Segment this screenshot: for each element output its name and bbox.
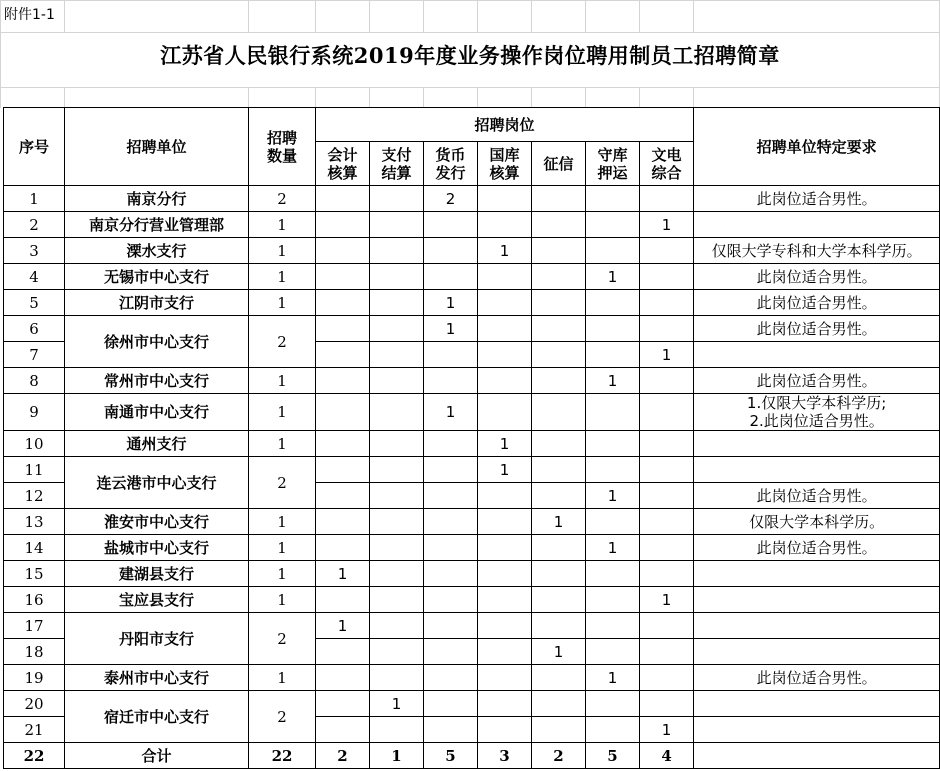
table-cell bbox=[316, 431, 370, 457]
table-cell bbox=[478, 717, 532, 743]
table-cell bbox=[640, 186, 694, 212]
table-cell: 1 bbox=[249, 368, 316, 394]
table-cell: 10 bbox=[4, 431, 65, 457]
table-cell bbox=[532, 613, 586, 639]
table-cell: 徐州市中心支行 bbox=[65, 316, 249, 368]
table-cell: 2 bbox=[249, 316, 316, 368]
table-cell bbox=[316, 394, 370, 431]
table-cell bbox=[532, 717, 586, 743]
table-cell bbox=[532, 561, 586, 587]
table-cell bbox=[694, 457, 940, 483]
table-cell bbox=[532, 457, 586, 483]
table-cell bbox=[586, 342, 640, 368]
table-cell: 此岗位适合男性。 bbox=[694, 264, 940, 290]
table-cell: 2 bbox=[249, 613, 316, 665]
table-cell bbox=[586, 717, 640, 743]
table-cell: 1 bbox=[586, 483, 640, 509]
table-cell bbox=[694, 431, 940, 457]
table-cell: 6 bbox=[4, 316, 65, 342]
table-cell bbox=[370, 717, 424, 743]
table-cell: 1 bbox=[249, 587, 316, 613]
table-row bbox=[4, 431, 940, 457]
table-cell bbox=[424, 613, 478, 639]
table-cell: 仅限大学本科学历。 bbox=[694, 509, 940, 535]
table-cell bbox=[640, 665, 694, 691]
table-cell bbox=[424, 368, 478, 394]
table-cell: 宿迁市中心支行 bbox=[65, 691, 249, 743]
attachment-label: 附件1-1 bbox=[4, 7, 55, 23]
table-cell bbox=[640, 290, 694, 316]
table-cell bbox=[424, 509, 478, 535]
table-cell bbox=[316, 691, 370, 717]
table-cell bbox=[532, 665, 586, 691]
table-cell: 21 bbox=[4, 717, 65, 743]
table-cell bbox=[316, 587, 370, 613]
table-row bbox=[4, 665, 940, 691]
table-cell bbox=[694, 342, 940, 368]
table-row bbox=[4, 264, 940, 290]
table-cell: 此岗位适合男性。 bbox=[694, 368, 940, 394]
table-cell bbox=[640, 316, 694, 342]
table-cell: 1 bbox=[424, 290, 478, 316]
table-cell bbox=[316, 316, 370, 342]
table-cell bbox=[424, 561, 478, 587]
table-cell: 丹阳市支行 bbox=[65, 613, 249, 665]
table-cell bbox=[370, 665, 424, 691]
table-cell: 1 bbox=[424, 394, 478, 431]
total-row bbox=[4, 743, 940, 769]
header-pos-clerical: 文电 综合 bbox=[640, 142, 694, 186]
table-cell: 仅限大学专科和大学本科学历。 bbox=[694, 238, 940, 264]
table-cell: 此岗位适合男性。 bbox=[694, 535, 940, 561]
table-cell: 溧水支行 bbox=[65, 238, 249, 264]
table-cell bbox=[640, 561, 694, 587]
table-cell bbox=[586, 691, 640, 717]
table-cell: 3 bbox=[478, 743, 532, 769]
table-cell: 此岗位适合男性。 bbox=[694, 316, 940, 342]
table-cell bbox=[586, 457, 640, 483]
table-cell bbox=[370, 457, 424, 483]
table-cell: 7 bbox=[4, 342, 65, 368]
table-cell bbox=[424, 342, 478, 368]
table-row bbox=[4, 238, 940, 264]
table-row bbox=[4, 368, 940, 394]
table-row bbox=[4, 212, 940, 238]
table-cell: 1 bbox=[370, 743, 424, 769]
table-cell: 1 bbox=[316, 613, 370, 639]
table-cell bbox=[640, 639, 694, 665]
table-cell: 4 bbox=[640, 743, 694, 769]
table-row bbox=[4, 613, 940, 639]
table-cell bbox=[370, 639, 424, 665]
table-cell bbox=[316, 665, 370, 691]
table-cell: 南京分行营业管理部 bbox=[65, 212, 249, 238]
table-cell bbox=[316, 238, 370, 264]
table-row bbox=[4, 316, 940, 342]
table-cell bbox=[532, 691, 586, 717]
table-cell bbox=[370, 509, 424, 535]
table-cell bbox=[478, 587, 532, 613]
table-cell: 盐城市中心支行 bbox=[65, 535, 249, 561]
header-pos-currency: 货币 发行 bbox=[424, 142, 478, 186]
table-cell: 9 bbox=[4, 394, 65, 431]
table-cell: 1 bbox=[640, 587, 694, 613]
table-cell: 1 bbox=[249, 431, 316, 457]
table-cell: 1 bbox=[478, 238, 532, 264]
header-pos-treasury: 国库 核算 bbox=[478, 142, 532, 186]
table-cell: 此岗位适合男性。 bbox=[694, 290, 940, 316]
table-cell bbox=[316, 717, 370, 743]
table-cell bbox=[640, 613, 694, 639]
table-cell bbox=[424, 535, 478, 561]
table-cell bbox=[586, 316, 640, 342]
table-cell bbox=[478, 613, 532, 639]
table-cell: 5 bbox=[4, 290, 65, 316]
table-cell bbox=[424, 264, 478, 290]
table-cell: 1 bbox=[316, 561, 370, 587]
table-cell bbox=[478, 186, 532, 212]
table-cell bbox=[586, 212, 640, 238]
table-cell: 1 bbox=[249, 535, 316, 561]
table-cell: 1 bbox=[249, 394, 316, 431]
table-cell bbox=[640, 509, 694, 535]
header-pos-escort: 守库 押运 bbox=[586, 142, 640, 186]
table-cell bbox=[694, 212, 940, 238]
table-cell: 19 bbox=[4, 665, 65, 691]
header-count: 招聘 数量 bbox=[249, 108, 316, 186]
table-cell: 16 bbox=[4, 587, 65, 613]
table-cell bbox=[424, 691, 478, 717]
table-cell: 1 bbox=[4, 186, 65, 212]
table-cell bbox=[532, 431, 586, 457]
recruitment-table bbox=[3, 107, 940, 769]
table-cell: 17 bbox=[4, 613, 65, 639]
table-cell bbox=[478, 394, 532, 431]
table-cell bbox=[478, 691, 532, 717]
table-cell bbox=[532, 316, 586, 342]
table-cell: 5 bbox=[586, 743, 640, 769]
table-cell: 无锡市中心支行 bbox=[65, 264, 249, 290]
table-cell bbox=[478, 561, 532, 587]
table-cell bbox=[532, 264, 586, 290]
table-cell bbox=[478, 483, 532, 509]
table-cell: 14 bbox=[4, 535, 65, 561]
table-cell bbox=[316, 535, 370, 561]
table-cell bbox=[586, 639, 640, 665]
table-cell: 1 bbox=[249, 212, 316, 238]
table-cell: 1 bbox=[249, 238, 316, 264]
table-cell: 18 bbox=[4, 639, 65, 665]
table-cell bbox=[424, 639, 478, 665]
table-row bbox=[4, 186, 940, 212]
table-cell bbox=[586, 509, 640, 535]
table-cell bbox=[532, 238, 586, 264]
table-cell bbox=[640, 368, 694, 394]
table-row bbox=[4, 290, 940, 316]
table-cell bbox=[478, 639, 532, 665]
table-cell: 1 bbox=[249, 290, 316, 316]
table-cell bbox=[370, 587, 424, 613]
table-cell: 此岗位适合男性。 bbox=[694, 665, 940, 691]
table-cell: 常州市中心支行 bbox=[65, 368, 249, 394]
header-seq: 序号 bbox=[4, 108, 65, 186]
table-cell bbox=[532, 587, 586, 613]
table-cell bbox=[370, 238, 424, 264]
table-cell bbox=[370, 561, 424, 587]
table-cell bbox=[316, 457, 370, 483]
table-cell: 3 bbox=[4, 238, 65, 264]
table-cell bbox=[532, 483, 586, 509]
table-cell: 1 bbox=[249, 509, 316, 535]
table-cell bbox=[370, 483, 424, 509]
table-cell: 2 bbox=[249, 691, 316, 743]
table-cell bbox=[532, 186, 586, 212]
table-cell bbox=[532, 290, 586, 316]
table-row bbox=[4, 394, 940, 431]
table-cell bbox=[316, 264, 370, 290]
table-cell bbox=[316, 483, 370, 509]
table-cell bbox=[640, 535, 694, 561]
table-cell: 1 bbox=[478, 457, 532, 483]
table-cell bbox=[640, 691, 694, 717]
table-cell bbox=[640, 238, 694, 264]
table-cell bbox=[478, 316, 532, 342]
table-cell: 8 bbox=[4, 368, 65, 394]
table-cell: 1 bbox=[249, 264, 316, 290]
table-cell bbox=[694, 717, 940, 743]
table-cell bbox=[586, 613, 640, 639]
requirement-multiline: 1.仅限大学本科学历; 2.此岗位适合男性。 bbox=[694, 394, 940, 431]
table-cell bbox=[586, 431, 640, 457]
table-cell: 1 bbox=[586, 368, 640, 394]
header-pos-credit: 征信 bbox=[532, 142, 586, 186]
table-cell bbox=[640, 431, 694, 457]
table-cell bbox=[478, 665, 532, 691]
table-cell: 建湖县支行 bbox=[65, 561, 249, 587]
table-cell bbox=[640, 457, 694, 483]
table-cell: 1 bbox=[424, 316, 478, 342]
table-cell: 5 bbox=[424, 743, 478, 769]
table-cell: 1 bbox=[478, 431, 532, 457]
table-cell bbox=[370, 264, 424, 290]
table-cell bbox=[370, 212, 424, 238]
table-cell bbox=[424, 587, 478, 613]
table-cell bbox=[478, 535, 532, 561]
table-cell bbox=[586, 587, 640, 613]
table-cell bbox=[370, 290, 424, 316]
table-cell bbox=[532, 368, 586, 394]
table-cell: 1 bbox=[586, 264, 640, 290]
table-cell bbox=[694, 639, 940, 665]
table-cell: 2 bbox=[249, 457, 316, 509]
table-cell: 1 bbox=[586, 665, 640, 691]
table-cell: 12 bbox=[4, 483, 65, 509]
table-cell bbox=[424, 457, 478, 483]
table-cell: 22 bbox=[4, 743, 65, 769]
header-requirements: 招聘单位特定要求 bbox=[694, 108, 940, 186]
table-cell bbox=[478, 368, 532, 394]
table-cell bbox=[478, 290, 532, 316]
table-cell bbox=[694, 561, 940, 587]
table-row bbox=[4, 691, 940, 717]
table-cell bbox=[694, 691, 940, 717]
table-cell bbox=[532, 212, 586, 238]
header-row bbox=[4, 108, 940, 142]
table-cell bbox=[424, 665, 478, 691]
table-cell bbox=[586, 186, 640, 212]
table-cell: 2 bbox=[424, 186, 478, 212]
table-cell: 南京分行 bbox=[65, 186, 249, 212]
table-cell: 1 bbox=[640, 717, 694, 743]
table-cell bbox=[370, 342, 424, 368]
table-cell bbox=[424, 431, 478, 457]
table-cell bbox=[532, 535, 586, 561]
table-cell bbox=[478, 212, 532, 238]
table-cell: 宝应县支行 bbox=[65, 587, 249, 613]
table-cell bbox=[532, 342, 586, 368]
table-cell bbox=[370, 431, 424, 457]
table-row bbox=[4, 535, 940, 561]
table-cell bbox=[586, 238, 640, 264]
table-cell: 1 bbox=[249, 665, 316, 691]
table-cell: 2 bbox=[532, 743, 586, 769]
table-cell bbox=[370, 394, 424, 431]
table-cell: 1 bbox=[586, 535, 640, 561]
table-cell: 15 bbox=[4, 561, 65, 587]
table-cell: 此岗位适合男性。 bbox=[694, 186, 940, 212]
table-cell: 江阴市支行 bbox=[65, 290, 249, 316]
table-cell bbox=[478, 264, 532, 290]
table-row bbox=[4, 457, 940, 483]
table-cell: 13 bbox=[4, 509, 65, 535]
table-cell bbox=[694, 587, 940, 613]
table-cell bbox=[370, 535, 424, 561]
table-cell bbox=[316, 342, 370, 368]
table-cell bbox=[316, 368, 370, 394]
table-cell: 2 bbox=[249, 186, 316, 212]
total-label: 合计 bbox=[65, 743, 249, 769]
page-title: 江苏省人民银行系统2019年度业务操作岗位聘用制员工招聘简章 bbox=[160, 43, 780, 68]
table-cell: 1 bbox=[640, 212, 694, 238]
table-cell bbox=[694, 613, 940, 639]
table-cell bbox=[370, 613, 424, 639]
table-cell bbox=[316, 509, 370, 535]
table-cell bbox=[532, 394, 586, 431]
table-cell: 1 bbox=[249, 561, 316, 587]
table-cell: 2 bbox=[4, 212, 65, 238]
table-cell: 2 bbox=[316, 743, 370, 769]
table-cell: 南通市中心支行 bbox=[65, 394, 249, 431]
table-cell bbox=[316, 186, 370, 212]
table-cell: 1 bbox=[532, 639, 586, 665]
table-cell bbox=[640, 483, 694, 509]
table-cell: 通州支行 bbox=[65, 431, 249, 457]
table-cell bbox=[424, 717, 478, 743]
table-cell bbox=[694, 743, 940, 769]
header-pos-payment: 支付 结算 bbox=[370, 142, 424, 186]
table-cell: 1 bbox=[370, 691, 424, 717]
header-pos-accounting: 会计 核算 bbox=[316, 142, 370, 186]
table-cell bbox=[640, 264, 694, 290]
table-cell: 22 bbox=[249, 743, 316, 769]
table-row bbox=[4, 509, 940, 535]
table-cell bbox=[316, 290, 370, 316]
table-cell bbox=[370, 368, 424, 394]
table-cell bbox=[586, 561, 640, 587]
table-cell bbox=[316, 212, 370, 238]
table-cell bbox=[478, 342, 532, 368]
table-row bbox=[4, 587, 940, 613]
table-cell: 1 bbox=[532, 509, 586, 535]
table-cell: 淮安市中心支行 bbox=[65, 509, 249, 535]
table-cell: 此岗位适合男性。 bbox=[694, 483, 940, 509]
table-cell: 4 bbox=[4, 264, 65, 290]
table-cell bbox=[586, 290, 640, 316]
table-cell bbox=[424, 212, 478, 238]
table-cell bbox=[316, 639, 370, 665]
header-positions: 招聘岗位 bbox=[316, 108, 694, 142]
table-cell bbox=[586, 394, 640, 431]
table-cell bbox=[370, 186, 424, 212]
table-cell bbox=[424, 483, 478, 509]
header-unit: 招聘单位 bbox=[65, 108, 249, 186]
table-cell: 20 bbox=[4, 691, 65, 717]
table-row bbox=[4, 561, 940, 587]
table-cell: 泰州市中心支行 bbox=[65, 665, 249, 691]
table-cell: 1 bbox=[640, 342, 694, 368]
table-cell: 11 bbox=[4, 457, 65, 483]
table-cell bbox=[424, 238, 478, 264]
table-cell bbox=[478, 509, 532, 535]
table-cell bbox=[640, 394, 694, 431]
table-cell: 连云港市中心支行 bbox=[65, 457, 249, 509]
table-cell bbox=[370, 316, 424, 342]
